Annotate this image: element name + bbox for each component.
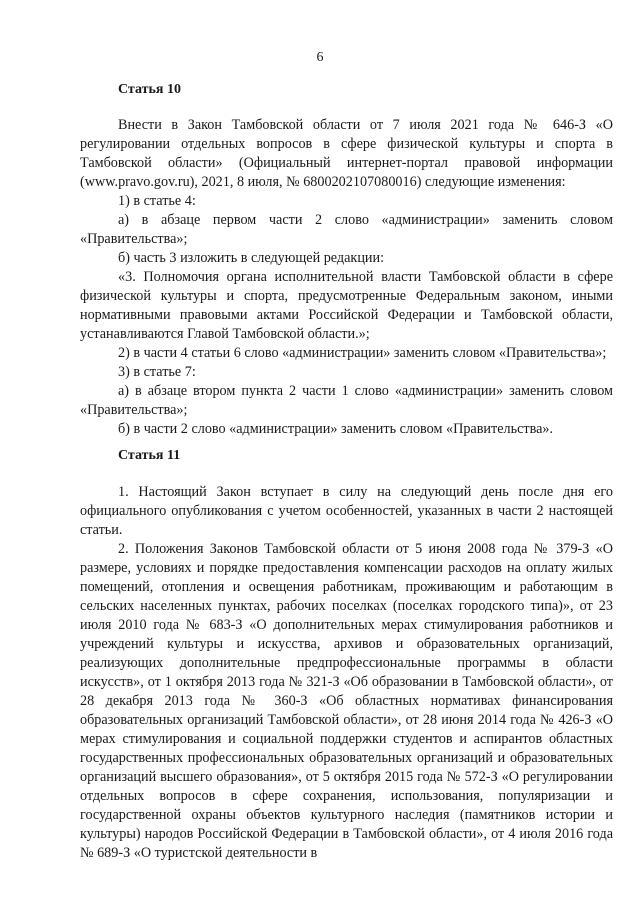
article-10-intro-paragraph: Внести в Закон Тамбовской области от 7 июля 2021 года № 646-З «О регулировании отдельных вопросов в сфере физической культуры и спорта в Тамбовской области» (Официальный интернет-портал правовой информации (www.pravo.gov.ru), 2021, 8 июля, № 6800202107080016) следующие изменения: — [80, 117, 613, 190]
page-number: 6 — [316, 50, 324, 65]
article-10-item-1a: а) в абзаце первом части 2 слово «администрации» заменить словом «Правительства»; — [80, 212, 613, 247]
article-10-item-3b: б) в части 2 слово «администрации» заменить словом «Правительства». — [118, 421, 554, 437]
article-10-body — [80, 116, 613, 439]
article-10-item-3: 3) в статье 7: — [118, 364, 196, 380]
article-11-heading: Статья 11 — [118, 448, 181, 463]
article-10-item-2: 2) в части 4 статьи 6 слово «администрации» заменить словом «Правительства»; — [118, 345, 607, 361]
article-10-item-1b: б) часть 3 изложить в следующей редакции: — [118, 250, 385, 266]
article-10-heading: Статья 10 — [118, 82, 181, 97]
article-10-new-part-3: «3. Полномочия органа исполнительной власти Тамбовской области в сфере физической культуры и спорта, предусмотренные Федеральным законом, иными нормативными правовыми актами Российской Федерации и Тамбовской области, устанавливаются Главой Тамбовской области.»; — [80, 269, 613, 342]
article-11-body — [80, 483, 613, 863]
article-11-part-2: 2. Положения Законов Тамбовской области от 5 июня 2008 года № 379-З «О размере, условиях и порядке предоставления компенсации расходов на оплату жилых помещений, отопления и освещения работникам, проживающим и работающим в сельских населенных пунктах, рабочих поселках (поселках городского типа)», от 23 июля 2010 года № 683-З «О дополнительных мерах стимулирования работников и учреждений культуры и искусства, архивов и образовательных организаций, реализующих дополнительные предпрофессиональные программы в области искусств», от 1 октября 2013 года № 321-З «Об образовании в Тамбовской области», от 28 декабря 2013 года № 360-З «Об областных нормативах финансирования образовательных организаций Тамбовской области», от 28 июня 2014 года № 426-З «О мерах стимулирования и социальной поддержки студентов и аспирантов областных государственных профессиональных образовательных организаций и образовательных организаций высшего образования», от 5 октября 2015 года № 572-З «О регулировании отдельных вопросов в сфере сохранения, использования, популяризации и государственной охраны объектов культурного наследия (памятников истории и культуры) народов Российской Федерации в Тамбовской области», от 4 июля 2016 года № 689-З «О туристской деятельности в — [80, 541, 613, 861]
article-10-item-3a: а) в абзаце втором пункта 2 части 1 слово «администрации» заменить словом «Правительства»; — [80, 383, 613, 418]
article-11-part-1: 1. Настоящий Закон вступает в силу на следующий день после дня его официального опубликования с учетом особенностей, указанных в части 2 настоящей статьи. — [80, 484, 613, 538]
article-10-item-1: 1) в статье 4: — [118, 193, 196, 209]
